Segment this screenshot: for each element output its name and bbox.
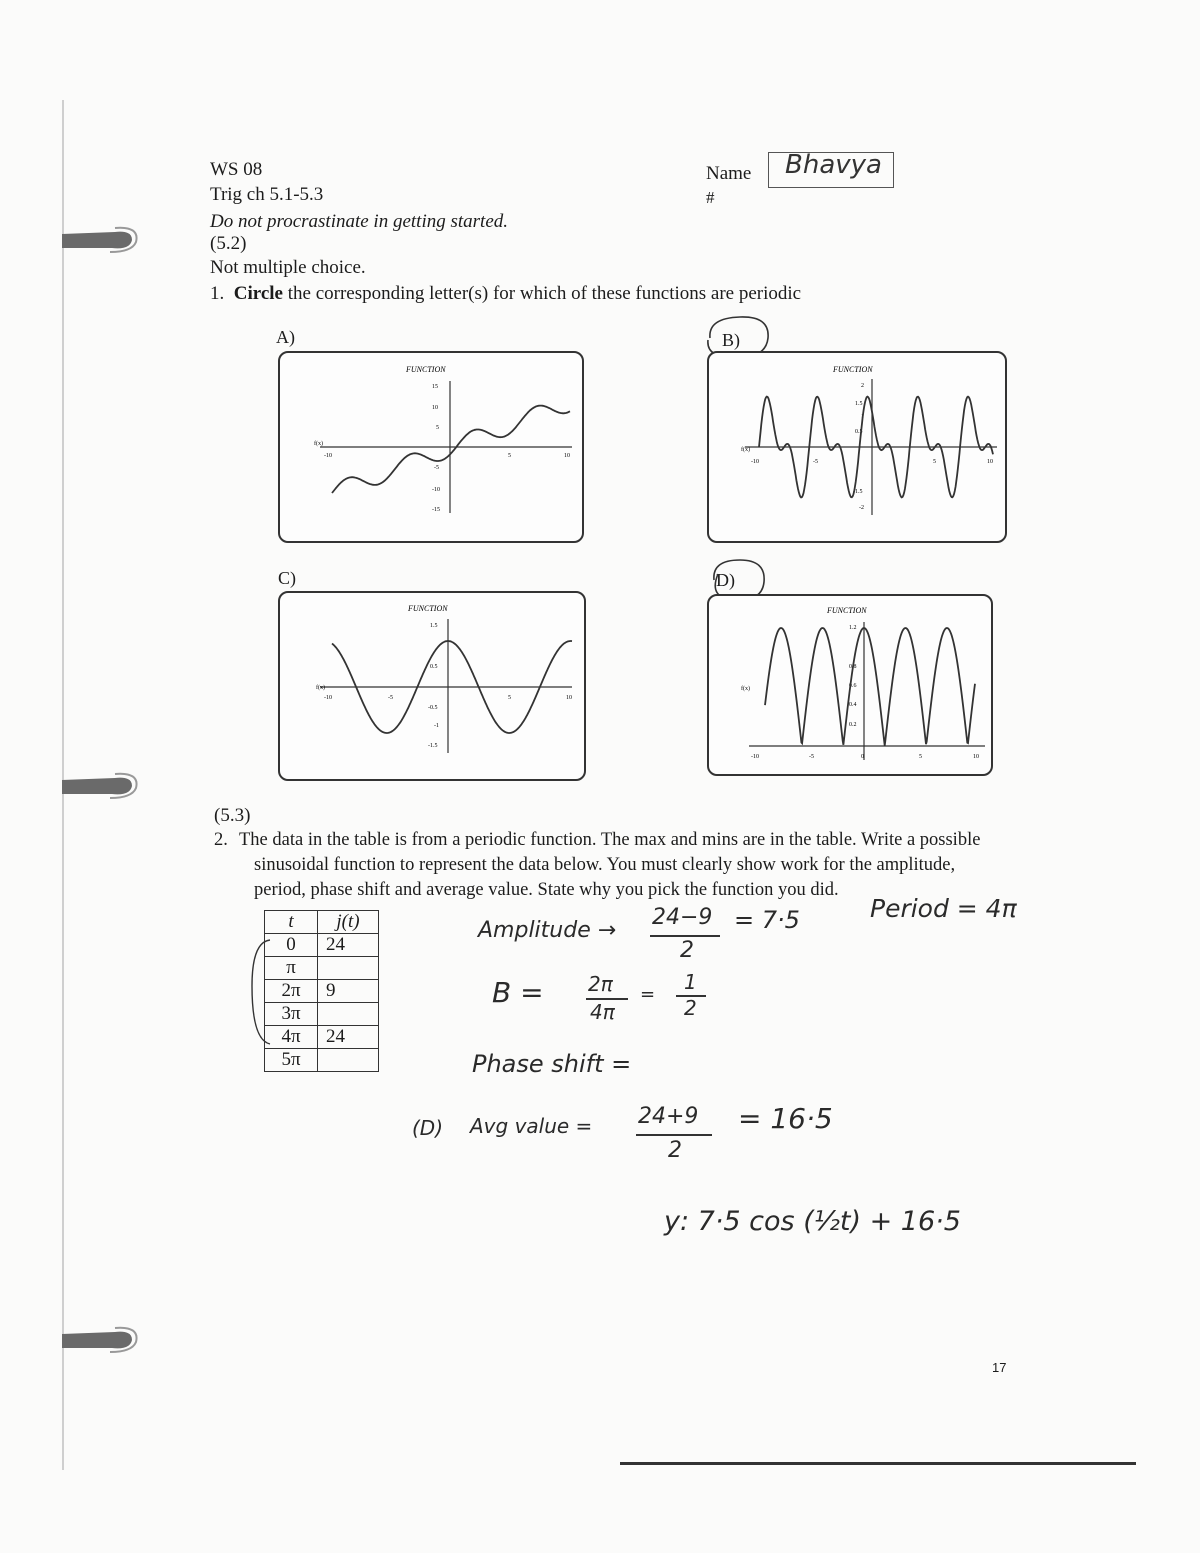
graph-a-ytick: 5 bbox=[436, 425, 439, 431]
table-row bbox=[265, 980, 379, 1003]
fraction-bar bbox=[650, 935, 720, 937]
graph-c-xtick: -5 bbox=[388, 695, 393, 701]
number-label: # bbox=[706, 188, 715, 207]
graph-c-ytick: 0.5 bbox=[430, 664, 438, 670]
avg-tag: (D) bbox=[412, 1116, 444, 1140]
jt-cell bbox=[318, 1003, 379, 1026]
graph-c bbox=[278, 591, 586, 781]
graph-a-xtick: 5 bbox=[508, 453, 511, 459]
graph-a-title: FUNCTION bbox=[406, 365, 446, 374]
graph-b-xtick: -5 bbox=[813, 459, 818, 465]
graph-d-ytick: 0.8 bbox=[849, 664, 857, 670]
graph-a-xtick: 10 bbox=[564, 453, 570, 459]
table-header-row bbox=[265, 911, 379, 934]
graph-c-ytick: -1.5 bbox=[428, 743, 438, 749]
graph-b-ytick: 0.5 bbox=[855, 429, 863, 435]
graph-d-xtick: 10 bbox=[973, 754, 979, 760]
t-cell: π bbox=[265, 957, 318, 980]
graph-b-ytick: 2 bbox=[861, 383, 864, 389]
section-5-2: (5.2) bbox=[210, 233, 247, 254]
jt-cell bbox=[318, 957, 379, 980]
graph-c-ytick: -0.5 bbox=[428, 705, 438, 711]
graph-c-ylabel: f(x) bbox=[316, 685, 325, 691]
b-numerator: 2π bbox=[588, 972, 613, 996]
graph-d-ytick: 0.4 bbox=[849, 702, 857, 708]
final-equation: y: 7·5 cos (½t) + 16·5 bbox=[664, 1206, 961, 1237]
graph-d-xtick: -5 bbox=[809, 754, 814, 760]
graph-b-label[interactable]: B) bbox=[722, 330, 740, 350]
graph-d-ylabel: f(x) bbox=[741, 686, 750, 692]
graph-a-curve bbox=[332, 406, 570, 493]
graph-d-label[interactable]: D) bbox=[716, 570, 735, 590]
page-number: 17 bbox=[992, 1360, 1007, 1375]
t-cell: 3π bbox=[265, 1003, 318, 1026]
graph-a-ytick: 10 bbox=[432, 405, 438, 411]
q1-number: 1. bbox=[210, 283, 225, 304]
table-row bbox=[265, 934, 379, 957]
bracket-mark bbox=[244, 936, 274, 1056]
graph-b-plot bbox=[709, 353, 1005, 541]
table-row bbox=[265, 1049, 379, 1072]
data-table bbox=[264, 910, 379, 1072]
graph-b-ytick: -1.5 bbox=[853, 489, 863, 495]
graph-b-title: FUNCTION bbox=[833, 365, 873, 374]
graph-a-label[interactable]: A) bbox=[276, 327, 295, 347]
binder-ring-icon bbox=[60, 222, 140, 256]
t-cell: 2π bbox=[265, 980, 318, 1003]
graph-a-ytick: -10 bbox=[432, 487, 440, 493]
graph-a-ytick: 15 bbox=[432, 384, 438, 390]
graph-c-xtick: 10 bbox=[566, 695, 572, 701]
binder-ring-icon bbox=[60, 1322, 140, 1356]
table-row bbox=[265, 957, 379, 980]
question-1 bbox=[210, 283, 801, 305]
graph-b-ytick: -2 bbox=[859, 505, 864, 511]
table-row bbox=[265, 1026, 379, 1049]
q2-line-1: The data in the table is from a periodic function. The max and mins are in the table. Write a possible bbox=[239, 830, 981, 850]
jt-cell: 24 bbox=[318, 1026, 379, 1049]
note: Not multiple choice. bbox=[210, 257, 366, 278]
graph-a-xtick: -10 bbox=[324, 453, 332, 459]
amplitude-result: = 7·5 bbox=[734, 906, 800, 934]
graph-b-ytick: 1 bbox=[861, 414, 864, 420]
graph-c-title: FUNCTION bbox=[408, 604, 448, 613]
motto: Do not procrastinate in getting started. bbox=[210, 211, 509, 232]
avg-value-label: Avg value = bbox=[470, 1114, 593, 1138]
graph-a-ylabel: f(x) bbox=[314, 441, 323, 447]
graph-b bbox=[707, 351, 1007, 543]
jt-cell: 24 bbox=[318, 934, 379, 957]
q1-bold: Circle bbox=[233, 283, 283, 304]
graph-c-plot bbox=[280, 593, 584, 779]
graph-c-ytick: 1.5 bbox=[430, 623, 438, 629]
amplitude-label: Amplitude → bbox=[478, 918, 617, 943]
avg-result: = 16·5 bbox=[738, 1102, 833, 1135]
b-equals: = bbox=[640, 984, 656, 1005]
graph-a bbox=[278, 351, 584, 543]
graph-d-ytick: 0.6 bbox=[849, 683, 857, 689]
graph-d-plot bbox=[709, 596, 991, 774]
b-label: B = bbox=[492, 976, 544, 1009]
b-denominator: 4π bbox=[590, 1000, 615, 1024]
graph-b-ylabel: f(x) bbox=[741, 447, 750, 453]
t-cell: 0 bbox=[265, 934, 318, 957]
avg-denominator: 2 bbox=[668, 1138, 682, 1163]
graph-b-xtick: -10 bbox=[751, 459, 759, 465]
binder-ring-icon bbox=[60, 768, 140, 802]
t-cell: 5π bbox=[265, 1049, 318, 1072]
graph-a-ytick: -5 bbox=[434, 465, 439, 471]
graph-b-xtick: 10 bbox=[987, 459, 993, 465]
jt-cell bbox=[318, 1049, 379, 1072]
period-value: Period = 4π bbox=[870, 894, 1017, 923]
graph-d-ytick: 1.2 bbox=[849, 625, 857, 631]
graph-c-label[interactable]: C) bbox=[278, 568, 296, 588]
graph-c-xtick: 5 bbox=[508, 695, 511, 701]
b-result-denominator: 2 bbox=[684, 996, 697, 1020]
fraction-bar bbox=[636, 1134, 712, 1136]
worksheet-id: WS 08 bbox=[210, 159, 263, 180]
b-result-numerator: 1 bbox=[684, 970, 697, 994]
jt-cell: 9 bbox=[318, 980, 379, 1003]
page-bottom-edge bbox=[620, 1462, 1136, 1465]
student-name: Bhavya bbox=[785, 150, 882, 180]
graph-d-xtick: 5 bbox=[919, 754, 922, 760]
graph-b-ytick: 1.5 bbox=[855, 401, 863, 407]
section-5-3: (5.3) bbox=[214, 805, 251, 826]
table-row bbox=[265, 1003, 379, 1026]
graph-c-xtick: -10 bbox=[324, 695, 332, 701]
amplitude-denominator: 2 bbox=[680, 938, 694, 963]
graph-d bbox=[707, 594, 993, 776]
name-label: Name bbox=[706, 163, 752, 184]
graph-a-plot bbox=[280, 353, 582, 541]
q2-line-2: sinusoidal function to represent the data below. You must clearly show work for the amplitude, bbox=[254, 855, 956, 875]
q1-text: the corresponding letter(s) for which of these functions are periodic bbox=[283, 283, 802, 304]
graph-d-ytick: 0.2 bbox=[849, 722, 857, 728]
graph-c-ytick: -1 bbox=[434, 723, 439, 729]
graph-d-xtick: -10 bbox=[751, 754, 759, 760]
phase-shift-label: Phase shift = bbox=[472, 1050, 632, 1078]
chapter-title: Trig ch 5.1-5.3 bbox=[210, 184, 324, 205]
graph-b-xtick: 5 bbox=[933, 459, 936, 465]
table-header-jt: j(t) bbox=[318, 911, 379, 934]
graph-d-xtick: 0 bbox=[861, 754, 864, 760]
table-header-t: t bbox=[265, 911, 318, 934]
graph-d-curve bbox=[765, 628, 975, 746]
t-cell: 4π bbox=[265, 1026, 318, 1049]
graph-a-ytick: -15 bbox=[432, 507, 440, 513]
amplitude-numerator: 24−9 bbox=[652, 905, 713, 930]
q2-number: 2. bbox=[214, 830, 228, 850]
graph-d-title: FUNCTION bbox=[827, 606, 867, 615]
avg-numerator: 24+9 bbox=[638, 1104, 699, 1129]
q2-line-3: period, phase shift and average value. State why you pick the function you did. bbox=[254, 880, 839, 900]
